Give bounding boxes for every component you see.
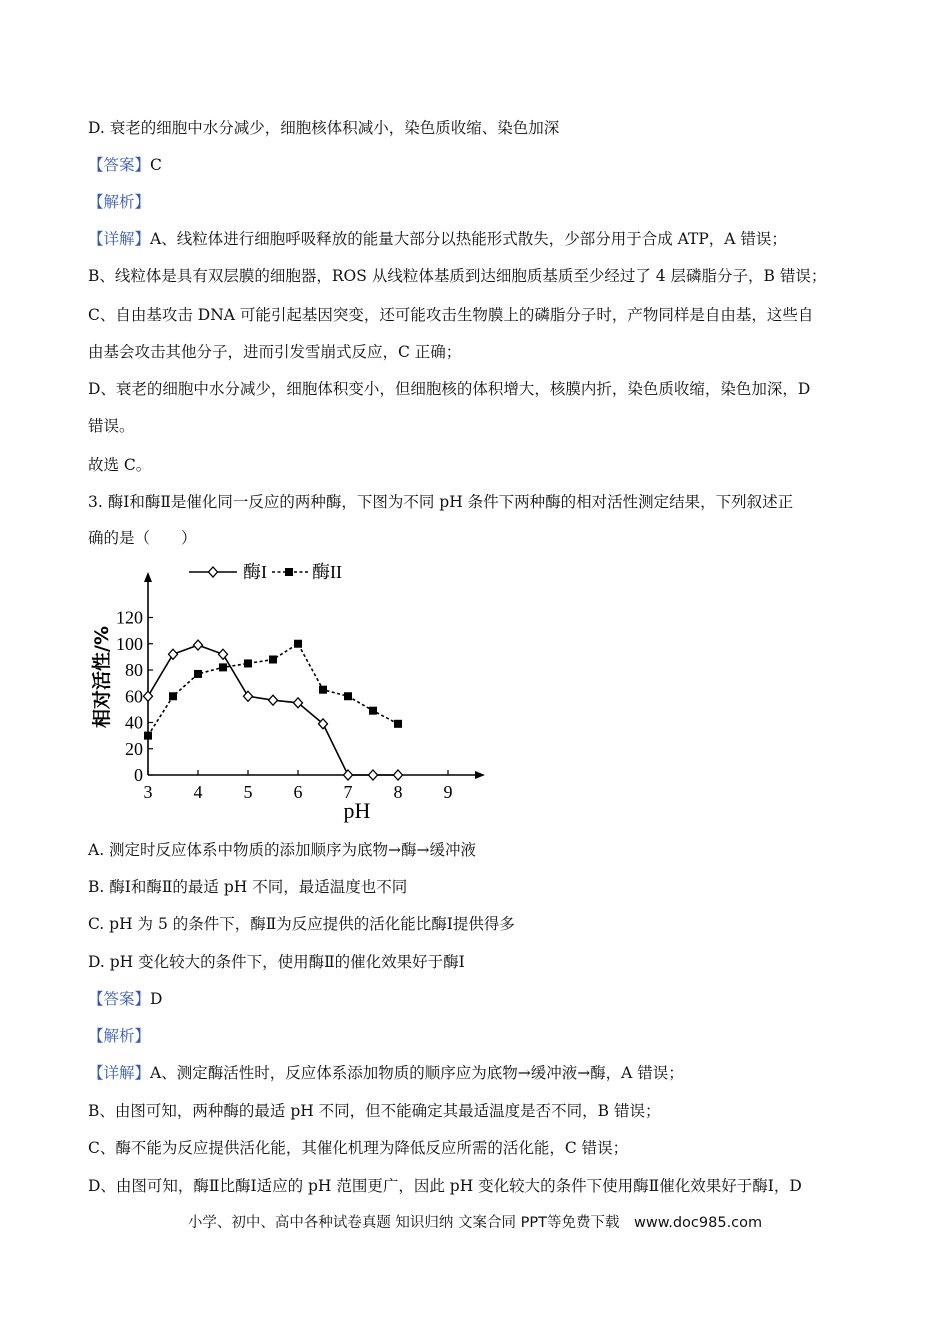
text-line [88, 877, 873, 897]
text-line [88, 914, 873, 934]
line-text: D [150, 990, 163, 1008]
y-tick-label: 0 [134, 765, 143, 785]
x-tick-label: 9 [443, 782, 453, 802]
x-tick-label: 8 [393, 782, 403, 802]
data-point [269, 695, 278, 705]
x-tick-label: 3 [143, 782, 153, 802]
text-line [88, 229, 873, 249]
data-point [294, 640, 302, 648]
x-tick-label: 6 [293, 782, 303, 802]
data-point [144, 732, 152, 740]
series-line-1 [148, 645, 398, 775]
text-line [88, 1101, 873, 1121]
line-text: A、线粒体进行细胞呼吸释放的能量大部分以热能形式散失，少部分用于合成 ATP，A 错误； [150, 230, 787, 248]
data-point [144, 691, 153, 701]
x-tick-label: 4 [193, 782, 203, 802]
section-tag: 【答案】 [88, 156, 151, 174]
text-line [88, 1063, 873, 1083]
line-text: 错误。 [88, 417, 135, 435]
data-point [319, 686, 327, 694]
data-point [269, 656, 277, 664]
data-point [244, 659, 252, 667]
chart-ticks [116, 608, 453, 803]
line-text: 确的是（ ） [88, 529, 197, 547]
x-tick-label: 7 [343, 782, 353, 802]
text-line [88, 416, 873, 436]
x-axis-arrow [475, 771, 485, 779]
data-point [169, 649, 178, 659]
y-tick-label: 100 [116, 633, 143, 654]
section-tag: 【详解】 [88, 1064, 151, 1082]
data-point [344, 770, 353, 780]
data-point [369, 770, 378, 780]
section-tag: 【解析】 [88, 1027, 151, 1045]
line-text: 故选 C。 [88, 456, 152, 474]
y-tick-label: 120 [116, 607, 143, 628]
y-tick-label: 40 [125, 712, 143, 733]
text-line [88, 155, 873, 175]
data-point [219, 663, 227, 671]
line-text: D、衰老的细胞中水分减少，细胞体积变小，但细胞核的体积增大，核膜内折，染色质收缩，染色加深，D [88, 380, 811, 398]
line-text: D. pH 变化较大的条件下，使用酶Ⅱ的催化效果好于酶Ⅰ [88, 953, 465, 971]
text-line [88, 1176, 873, 1196]
y-axis-arrow [144, 572, 152, 582]
legend-label-2: 酶II [312, 562, 342, 582]
line-text: 由基会攻击其他分子，进而引发雪崩式反应，C 正确； [88, 343, 462, 361]
x-tick-label: 5 [243, 782, 253, 802]
text-line [88, 492, 873, 512]
section-tag: 【解析】 [88, 193, 151, 211]
text-line [88, 1138, 873, 1158]
chart-series [144, 640, 403, 780]
data-point [369, 707, 377, 715]
text-line [88, 305, 873, 325]
data-point [244, 691, 253, 701]
page-footer: 小学、初中、高中各种试卷真题 知识归纳 文案合同 PPT等免费下载 www.doc985.com [187, 1215, 763, 1231]
line-text: C [150, 156, 162, 174]
text-line [88, 455, 873, 475]
line-text: D、由图可知，酶Ⅱ比酶Ⅰ适应的 pH 范围更广，因此 pH 变化较大的条件下使用酶Ⅱ催化效果好于酶Ⅰ，D [88, 1177, 802, 1195]
text-line [88, 528, 873, 548]
data-point [194, 640, 203, 650]
text-line [88, 192, 873, 212]
line-text: C、酶不能为反应提供活化能，其催化机理为降低反应所需的活化能，C 错误； [88, 1139, 629, 1157]
text-line [88, 118, 873, 138]
data-point [194, 670, 202, 678]
line-text: A、测定酶活性时，反应体系添加物质的顺序应为底物→缓冲液→酶，A 错误； [150, 1064, 684, 1082]
text-line [88, 379, 873, 399]
line-text: A. 测定时反应体系中物质的添加顺序为底物→酶→缓冲液 [88, 841, 477, 859]
section-tag: 【答案】 [88, 990, 151, 1008]
section-tag: 【详解】 [88, 230, 151, 248]
data-point [394, 770, 403, 780]
data-point [169, 692, 177, 700]
data-point [219, 649, 228, 659]
text-line [88, 342, 873, 362]
legend-label-1: 酶I [243, 562, 267, 582]
legend-marker-1 [209, 567, 218, 577]
y-tick-label: 60 [125, 686, 143, 707]
text-line [88, 1026, 873, 1046]
text-line [88, 989, 873, 1009]
line-text: B、由图可知，两种酶的最适 pH 不同，但不能确定其最适温度是否不同，B 错误； [88, 1102, 661, 1120]
legend-marker-2 [285, 568, 293, 576]
line-text: B、线粒体是具有双层膜的细胞器，ROS 从线粒体基质到达细胞质基质至少经过了 4 层磷脂分子，B 错误； [88, 267, 827, 285]
chart-legend [189, 562, 342, 582]
data-point [344, 692, 352, 700]
line-text: D. 衰老的细胞中水分减少，细胞核体积减小，染色质收缩、染色加深 [88, 119, 560, 137]
text-line [88, 266, 873, 286]
enzyme-activity-chart [88, 552, 508, 827]
line-text: C、自由基攻击 DNA 可能引起基因突变，还可能攻击生物膜上的磷脂分子时，产物同样是自由基，这些自 [88, 306, 814, 324]
y-axis-label: 相对活性/% [91, 626, 113, 728]
text-line [88, 952, 873, 972]
line-text: C. pH 为 5 的条件下，酶Ⅱ为反应提供的活化能比酶Ⅰ提供得多 [88, 915, 515, 933]
line-text: B. 酶Ⅰ和酶Ⅱ的最适 pH 不同，最适温度也不同 [88, 878, 408, 896]
data-point [394, 720, 402, 728]
y-tick-label: 20 [125, 738, 143, 759]
y-tick-label: 80 [125, 660, 143, 680]
x-axis-label: pH [343, 798, 371, 823]
text-line [88, 840, 873, 860]
line-text: 3. 酶Ⅰ和酶Ⅱ是催化同一反应的两种酶，下图为不同 pH 条件下两种酶的相对活性测定结果，下列叙述正 [88, 493, 794, 511]
